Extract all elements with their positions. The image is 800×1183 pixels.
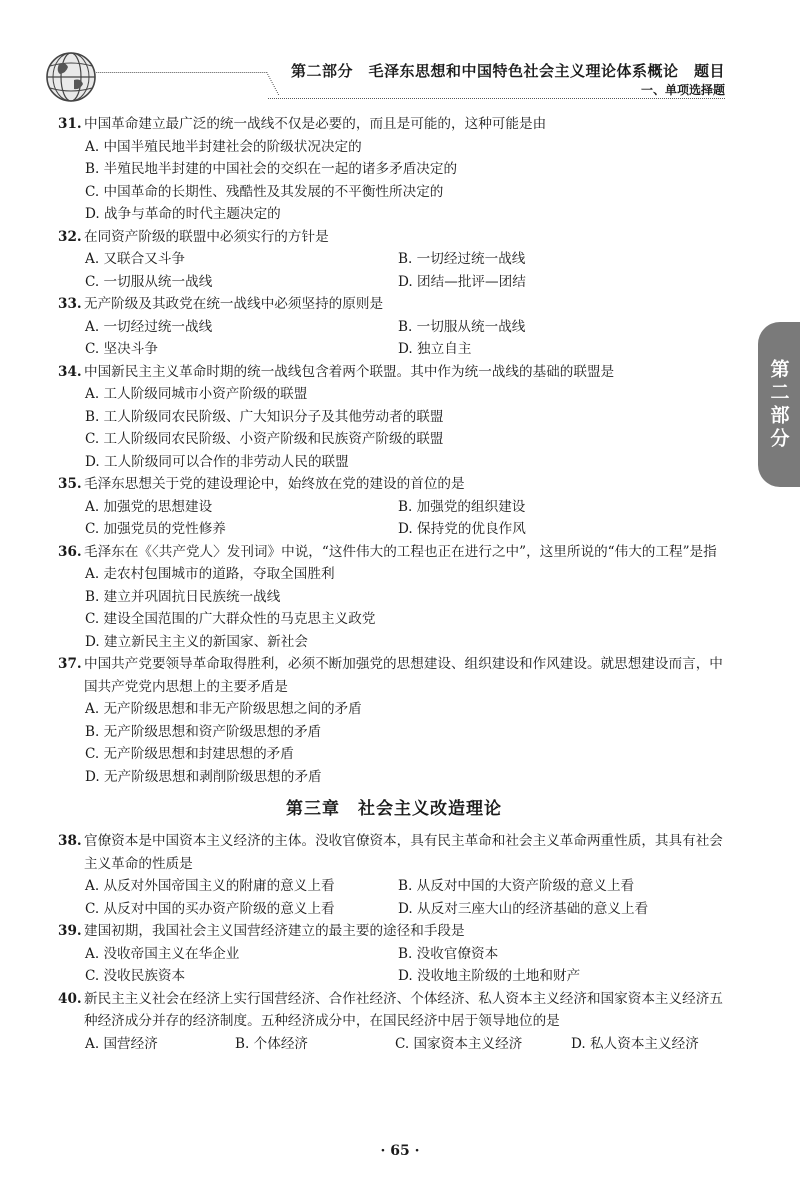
option-b: B. 工人阶级同农民阶级、广大知识分子及其他劳动者的联盟 bbox=[85, 408, 444, 425]
question-number: 38. bbox=[58, 833, 82, 849]
option-d: D. 私人资本主义经济 bbox=[571, 1035, 699, 1052]
option-d: D. 工人阶级同可以合作的非劳动人民的联盟 bbox=[85, 453, 349, 470]
option-c: C. 没收民族资本 bbox=[85, 968, 186, 984]
header-rule bbox=[268, 98, 725, 99]
question-35 bbox=[58, 473, 730, 541]
question-number: 39. bbox=[58, 923, 82, 939]
option-d: D. 独立自主 bbox=[398, 341, 472, 357]
option-b: B. 加强党的组织建设 bbox=[398, 498, 526, 515]
question-37 bbox=[58, 653, 730, 788]
option-a: A. 无产阶级思想和非无产阶级思想之间的矛盾 bbox=[85, 701, 362, 717]
running-header-title: 第二部分 毛泽东思想和中国特色社会主义理论体系概论 题目 bbox=[290, 62, 725, 80]
option-b: B. 建立并巩固抗日民族统一战线 bbox=[85, 588, 281, 605]
question-text: 官僚资本是中国资本主义经济的主体。没收官僚资本，具有民主革命和社会主义革命两重性质，其具有社会主义革命的性质是 bbox=[84, 833, 723, 872]
option-c: C. 坚决斗争 bbox=[85, 341, 158, 357]
option-a: A. 工人阶级同城市小资产阶级的联盟 bbox=[85, 386, 308, 402]
option-b: B. 一切经过统一战线 bbox=[398, 251, 526, 267]
option-a: A. 没收帝国主义在华企业 bbox=[85, 945, 240, 962]
question-number: 35. bbox=[58, 476, 82, 492]
option-c: C. 国家资本主义经济 bbox=[395, 1035, 523, 1052]
question-list bbox=[58, 113, 730, 1055]
question-text: 在同资产阶级的联盟中必须实行的方针是 bbox=[84, 228, 329, 245]
chapter-title: 第三章 社会主义改造理论 bbox=[286, 799, 502, 819]
question-number: 40. bbox=[58, 990, 82, 1007]
question-32 bbox=[58, 226, 730, 294]
section-side-tab: 第二部分 bbox=[758, 322, 800, 487]
option-d: D. 从反对三座大山的经济基础的意义上看 bbox=[398, 900, 649, 917]
option-c: C. 从反对中国的买办资产阶级的意义上看 bbox=[85, 900, 335, 917]
header-decoration bbox=[96, 72, 279, 95]
option-a: A. 从反对外国帝国主义的附庸的意义上看 bbox=[85, 878, 335, 894]
option-d: D. 保持党的优良作风 bbox=[398, 521, 526, 537]
option-c: C. 加强党员的党性修养 bbox=[85, 521, 226, 537]
option-b: B. 没收官僚资本 bbox=[398, 945, 499, 962]
option-c: C. 工人阶级同农民阶级、小资产阶级和民族资产阶级的联盟 bbox=[85, 431, 444, 447]
question-text: 建国初期，我国社会主义国营经济建立的最主要的途径和手段是 bbox=[84, 923, 465, 939]
question-38 bbox=[58, 830, 730, 920]
option-a: A. 国营经济 bbox=[85, 1035, 158, 1052]
question-text: 中国新民主主义革命时期的统一战线包含着两个联盟。其中作为统一战线的基础的联盟是 bbox=[84, 363, 615, 380]
question-number: 33. bbox=[58, 296, 82, 312]
option-d: D. 没收地主阶级的土地和财产 bbox=[398, 968, 581, 984]
option-a: A. 一切经过统一战线 bbox=[85, 318, 213, 335]
globe-logo-icon bbox=[44, 50, 98, 104]
question-number: 32. bbox=[58, 228, 82, 245]
question-36 bbox=[58, 541, 730, 654]
option-b: B. 从反对中国的大资产阶级的意义上看 bbox=[398, 878, 635, 894]
option-c: C. 中国革命的长期性、残酷性及其发展的不平衡性所决定的 bbox=[85, 183, 444, 200]
question-text: 中国共产党要领导革命取得胜利，必须不断加强党的思想建设、组织建设和作风建设。就思想建设而言，中国共产党党内思想上的主要矛盾是 bbox=[84, 656, 723, 695]
question-text: 毛泽东在《〈共产党人〉发刊词》中说，“这件伟大的工程也正在进行之中”，这里所说的“伟大的工程”是指 bbox=[84, 543, 717, 560]
option-b: B. 一切服从统一战线 bbox=[398, 318, 526, 335]
question-number: 36. bbox=[58, 543, 82, 560]
question-text: 中国革命建立最广泛的统一战线不仅是必要的，而且是可能的，这种可能是由 bbox=[84, 116, 547, 132]
option-d: D. 战争与革命的时代主题决定的 bbox=[85, 206, 281, 222]
question-31 bbox=[58, 113, 730, 226]
option-d: D. 团结—批评—团结 bbox=[398, 273, 526, 290]
option-d: D. 建立新民主主义的新国家、新社会 bbox=[85, 633, 308, 650]
option-a: A. 走农村包围城市的道路，夺取全国胜利 bbox=[85, 566, 335, 582]
question-34 bbox=[58, 361, 730, 474]
question-text: 新民主主义社会在经济上实行国营经济、合作社经济、个体经济、私人资本主义经济和国家资本主义经济五种经济成分并存的经济制度。五种经济成分中，在国民经济中居于领导地位的是 bbox=[84, 990, 723, 1029]
option-b: B. 个体经济 bbox=[235, 1035, 309, 1052]
option-a: A. 又联合又斗争 bbox=[85, 251, 186, 267]
question-number: 37. bbox=[58, 656, 82, 672]
question-40 bbox=[58, 988, 730, 1056]
option-a: A. 加强党的思想建设 bbox=[85, 498, 213, 515]
question-39 bbox=[58, 920, 730, 988]
question-number: 34. bbox=[58, 363, 82, 380]
question-number: 31. bbox=[58, 116, 82, 132]
running-header-subtitle: 一、单项选择题 bbox=[640, 83, 725, 97]
option-a: A. 中国半殖民地半封建社会的阶级状况决定的 bbox=[85, 138, 362, 155]
option-c: C. 无产阶级思想和封建思想的矛盾 bbox=[85, 746, 294, 762]
option-d: D. 无产阶级思想和剥削阶级思想的矛盾 bbox=[85, 768, 322, 785]
question-text: 无产阶级及其政党在统一战线中必须坚持的原则是 bbox=[84, 296, 384, 312]
question-text: 毛泽东思想关于党的建设理论中，始终放在党的建设的首位的是 bbox=[84, 476, 465, 492]
option-b: B. 半殖民地半封建的中国社会的交织在一起的诸多矛盾决定的 bbox=[85, 161, 458, 177]
option-c: C. 建设全国范围的广大群众性的马克思主义政党 bbox=[85, 611, 376, 627]
page-number: · 65 · bbox=[380, 1143, 420, 1159]
question-33 bbox=[58, 293, 730, 361]
option-b: B. 无产阶级思想和资产阶级思想的矛盾 bbox=[85, 723, 322, 740]
option-c: C. 一切服从统一战线 bbox=[85, 273, 213, 290]
